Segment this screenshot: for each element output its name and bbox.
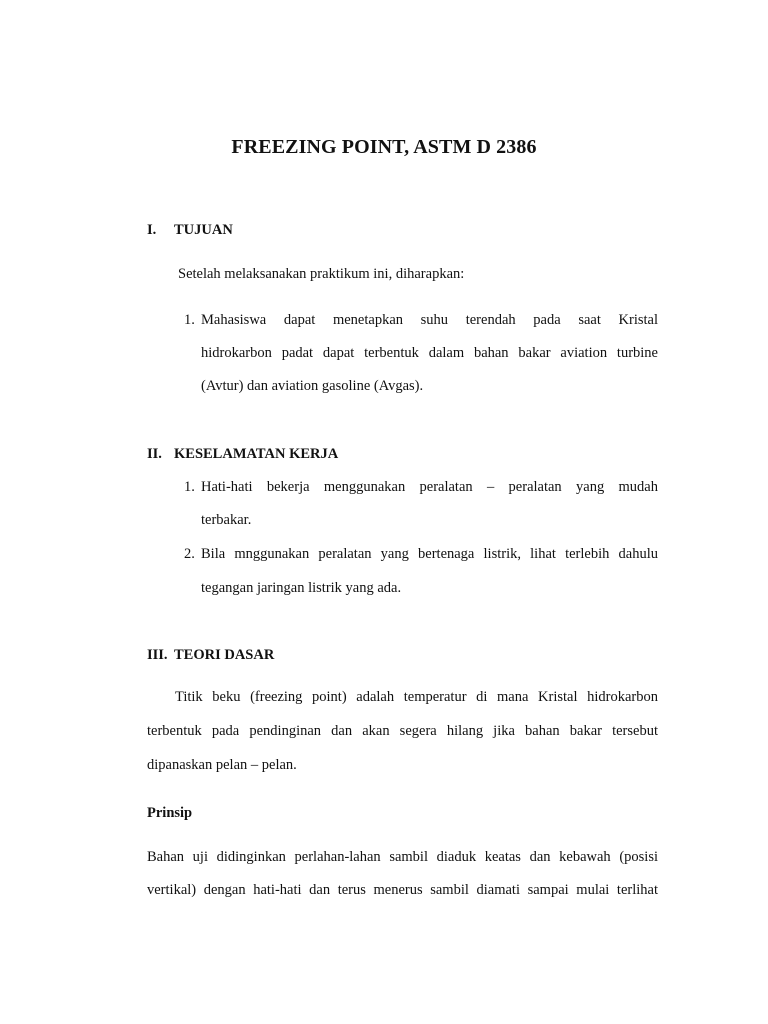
list-item-line: (Avtur) dan aviation gasoline (Avgas). [201,378,424,394]
list-item-line: Mahasiswa dapat menetapkan suhu terendah pada saat Kristal [201,312,658,328]
paragraph-line: Bahan uji didinginkan perlahan-lahan sambil diaduk keatas dan kebawah (posisi [147,849,658,865]
list-item-line: terbakar. [201,512,252,528]
section-title: TEORI DASAR [174,647,275,663]
section-heading-teori-dasar [147,646,274,664]
section-number: I. [147,222,157,238]
section-heading-keselamatan [147,445,338,463]
paragraph-line: Titik beku (freezing point) adalah temperatur di mana Kristal hidrokarbon [175,689,658,705]
paragraph-line: terbentuk pada pendinginan dan akan segera hilang jika bahan bakar tersebut [147,723,658,739]
list-item-line: tegangan jaringan listrik yang ada. [201,580,402,596]
list-item-number: 1. [184,479,195,495]
list-item-number: 1. [184,312,195,328]
section-intro: Setelah melaksanakan praktikum ini, diharapkan: [178,266,465,282]
section-title: TUJUAN [174,222,233,238]
list-item-line: hidrokarbon padat dapat terbentuk dalam bahan bakar aviation turbine [201,345,658,361]
list-item-number: 2. [184,546,195,562]
paragraph-line: vertikal) dengan hati-hati dan terus menerus sambil diamati sampai mulai terlihat [147,882,658,898]
list-item-line: Bila mnggunakan peralatan yang bertenaga listrik, lihat terlebih dahulu [201,546,658,562]
list-item-line: Hati-hati bekerja menggunakan peralatan – peralatan yang mudah [201,479,658,495]
section-number: III. [147,647,168,663]
page-title: FREEZING POINT, ASTM D 2386 [231,136,537,158]
section-number: II. [147,446,162,462]
paragraph-line: dipanaskan pelan – pelan. [147,757,297,773]
subheading-prinsip: Prinsip [147,805,193,821]
section-title: KESELAMATAN KERJA [174,446,339,462]
section-heading-tujuan [147,221,233,239]
